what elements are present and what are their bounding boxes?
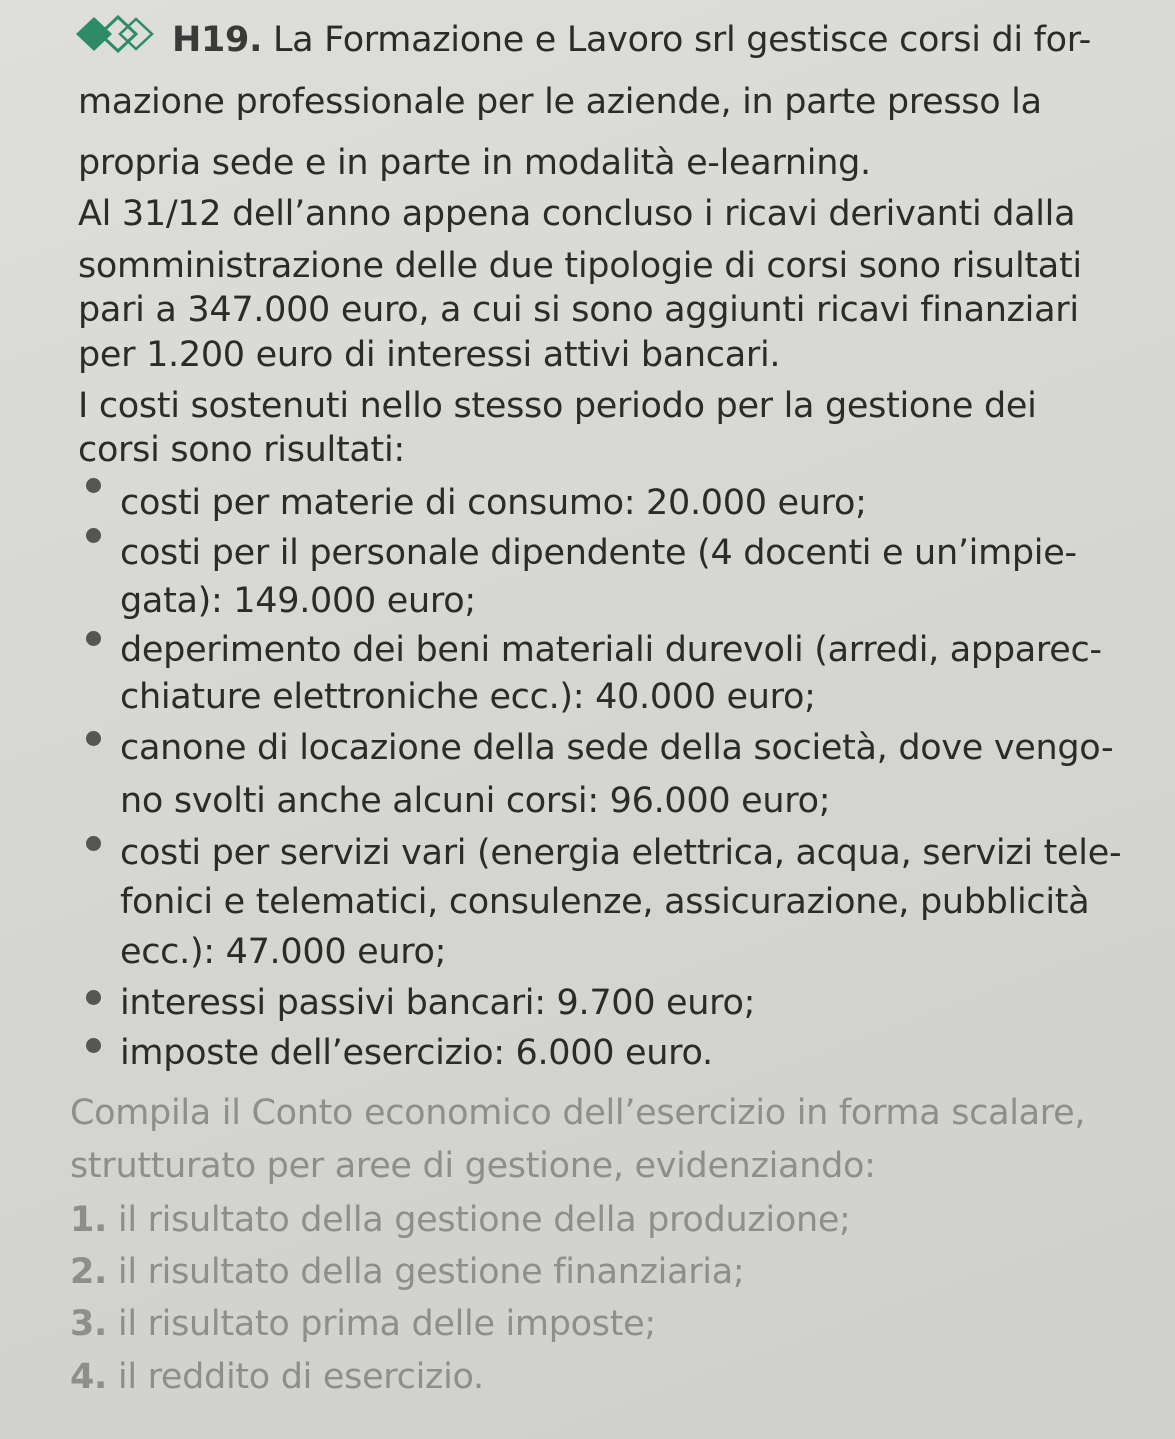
intro-line: per 1.200 euro di interessi attivi bancari. [78, 335, 781, 375]
task-item [70, 1252, 744, 1292]
exercise-label: H19. [172, 20, 263, 60]
intro-line: Al 31/12 dell’anno appena concluso i ricavi derivanti dalla [78, 194, 1076, 234]
intro-line: mazione professionale per le aziende, in parte presso la [78, 82, 1042, 122]
task-item-text: il risultato prima delle imposte; [117, 1304, 656, 1344]
bullet-line: fonici e telematici, consulenze, assicurazione, pubblicità [120, 882, 1090, 922]
intro-line: I costi sostenuti nello stesso periodo per la gestione dei [78, 386, 1037, 426]
task-item-number: 4. [70, 1357, 108, 1397]
bullet-line: interessi passivi bancari: 9.700 euro; [120, 983, 756, 1023]
bullet-dot [86, 1038, 101, 1053]
intro-line: propria sede e in parte in modalità e-learning. [78, 143, 871, 183]
intro-line: pari a 347.000 euro, a cui si sono aggiunti ricavi finanziari [78, 290, 1079, 330]
bullet-dot [86, 478, 101, 493]
bullet-line: ecc.): 47.000 euro; [120, 932, 447, 972]
task-item-number: 3. [70, 1304, 108, 1344]
exercise-first-line [172, 20, 1091, 60]
intro-line: corsi sono risultati: [78, 430, 405, 470]
bullet-line: costi per materie di consumo: 20.000 euro; [120, 483, 867, 523]
bullet-line: canone di locazione della sede della società, dove vengo- [120, 728, 1114, 768]
bullet-line: imposte dell’esercizio: 6.000 euro. [120, 1033, 713, 1073]
task-item-text: il risultato della gestione della produzione; [117, 1200, 851, 1240]
bullet-line: gata): 149.000 euro; [120, 581, 476, 621]
task-item [70, 1200, 851, 1240]
bullet-dot [86, 836, 101, 851]
task-item [70, 1304, 656, 1344]
intro-line: La Formazione e Lavoro srl gestisce corsi di for- [272, 20, 1091, 60]
double-diamond-icon [74, 14, 156, 54]
task-item-number: 2. [70, 1252, 108, 1292]
intro-line: somministrazione delle due tipologie di corsi sono risultati [78, 246, 1082, 286]
bullet-line: costi per servizi vari (energia elettrica, acqua, servizi tele- [120, 833, 1122, 873]
bullet-dot [86, 528, 101, 543]
task-item [70, 1357, 484, 1397]
bullet-dot [86, 990, 101, 1005]
bullet-dot [86, 731, 101, 746]
task-line: strutturato per aree di gestione, evidenziando: [70, 1146, 876, 1186]
bullet-line: deperimento dei beni materiali durevoli (arredi, apparec- [120, 630, 1102, 670]
bullet-line: chiature elettroniche ecc.): 40.000 euro; [120, 677, 816, 717]
task-item-number: 1. [70, 1200, 108, 1240]
task-item-text: il reddito di esercizio. [117, 1357, 484, 1397]
bullet-line: costi per il personale dipendente (4 docenti e un’impie- [120, 533, 1077, 573]
task-item-text: il risultato della gestione finanziaria; [117, 1252, 745, 1292]
bullet-line: no svolti anche alcuni corsi: 96.000 euro; [120, 781, 831, 821]
task-line: Compila il Conto economico dell’esercizio in forma scalare, [70, 1093, 1086, 1133]
bullet-dot [86, 631, 101, 646]
